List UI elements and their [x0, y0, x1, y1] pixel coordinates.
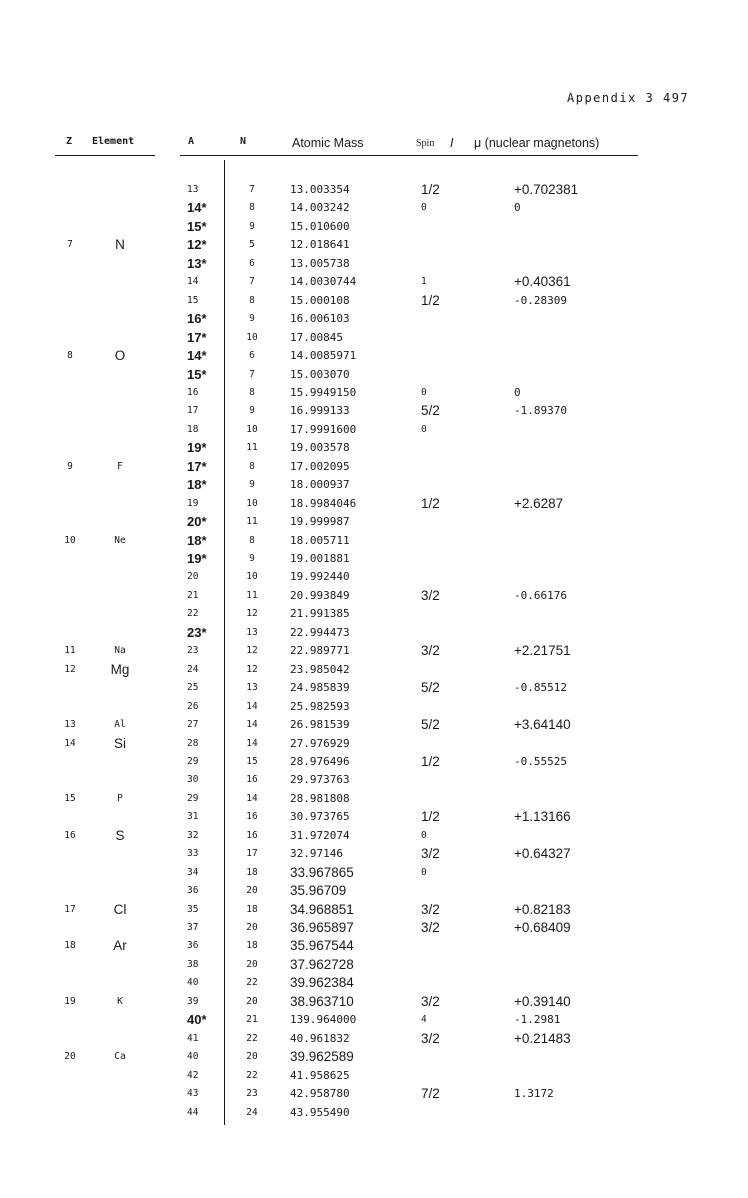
cell-a: 18 — [187, 423, 199, 435]
cell-atomic-mass: 24.985839 — [290, 681, 350, 695]
cell-atomic-mass: 43.955490 — [290, 1105, 350, 1119]
cell-atomic-mass: 15.000108 — [290, 293, 350, 307]
cell-atomic-mass: 16.999133 — [290, 404, 350, 418]
cell-atomic-mass: 25.982593 — [290, 699, 350, 713]
cell-spin: 3/2 — [421, 587, 440, 603]
cell-z: 18 — [64, 940, 76, 952]
table-row — [0, 513, 748, 531]
table-row — [0, 771, 748, 789]
cell-n: 5 — [249, 239, 255, 251]
table-row — [0, 716, 748, 734]
cell-spin: 3/2 — [421, 846, 440, 862]
table-row — [0, 458, 748, 476]
cell-element: O — [114, 348, 126, 364]
cell-atomic-mass: 19.001881 — [290, 552, 350, 565]
cell-atomic-mass: 30.973765 — [290, 810, 350, 824]
cell-n: 18 — [246, 940, 258, 952]
cell-spin: 7/2 — [421, 1086, 440, 1102]
cell-element: Na — [114, 645, 126, 657]
cell-z: 16 — [64, 829, 76, 841]
cell-magnetic-moment: 0 — [514, 201, 521, 215]
cell-n: 15 — [246, 755, 258, 767]
cell-z: 12 — [64, 663, 76, 675]
cell-n: 14 — [246, 792, 258, 804]
cell-spin: 3/2 — [421, 920, 440, 935]
cell-n: 8 — [249, 534, 255, 546]
table-row — [0, 384, 748, 402]
cell-n: 14 — [246, 719, 258, 731]
cell-n: 7 — [249, 368, 255, 380]
table-row — [0, 974, 748, 992]
cell-atomic-mass: 17.00845 — [290, 330, 343, 344]
cell-n: 14 — [246, 700, 258, 712]
cell-a: 23 — [187, 645, 199, 657]
cell-z: 8 — [67, 350, 73, 362]
cell-a: 20 — [187, 571, 199, 583]
cell-n: 16 — [246, 774, 258, 786]
table-row — [0, 255, 748, 273]
cell-n: 20 — [246, 995, 258, 1007]
cell-element: Al — [114, 719, 126, 731]
cell-n: 24 — [246, 1106, 258, 1118]
table-row — [0, 366, 748, 384]
table-row — [0, 181, 748, 199]
cell-element: Si — [113, 735, 126, 751]
table-row — [0, 993, 748, 1011]
cell-a: 17* — [187, 458, 207, 474]
col-header-n: N — [240, 136, 247, 147]
cell-n: 21 — [246, 1014, 258, 1026]
cell-n: 10 — [246, 423, 258, 435]
cell-atomic-mass: 27.976929 — [290, 736, 350, 750]
cell-atomic-mass: 41.958625 — [290, 1068, 350, 1082]
cell-n: 14 — [246, 737, 258, 749]
cell-a: 28 — [187, 737, 199, 749]
table-row — [0, 624, 748, 642]
cell-atomic-mass: 19.999987 — [290, 515, 350, 529]
cell-spin: 3/2 — [421, 643, 440, 659]
cell-atomic-mass: 18.9984046 — [290, 496, 357, 510]
cell-a: 14* — [187, 348, 207, 364]
cell-magnetic-moment: +0.21483 — [514, 1030, 571, 1046]
cell-atomic-mass: 15.010600 — [290, 219, 350, 233]
cell-spin: 0 — [421, 866, 427, 878]
table-row — [0, 421, 748, 439]
cell-z: 7 — [67, 239, 73, 251]
col-header-a: A — [188, 136, 195, 147]
table-row — [0, 1030, 748, 1048]
cell-atomic-mass: 19.992440 — [290, 570, 350, 584]
cell-magnetic-moment: -0.85512 — [514, 681, 567, 695]
col-header-spin-i: I — [450, 136, 454, 150]
cell-spin: 1 — [421, 276, 427, 288]
cell-a: 13 — [187, 184, 199, 195]
cell-a: 17* — [187, 329, 207, 345]
cell-a: 43 — [187, 1088, 199, 1100]
table-row — [0, 1048, 748, 1066]
cell-spin: 3/2 — [421, 1030, 440, 1046]
cell-a: 40 — [187, 977, 199, 989]
table-row — [0, 292, 748, 310]
cell-n: 16 — [246, 811, 258, 823]
cell-atomic-mass: 18.005711 — [290, 533, 350, 547]
cell-n: 9 — [249, 553, 255, 564]
cell-n: 6 — [249, 257, 255, 269]
table-row — [0, 495, 748, 513]
cell-element: Ca — [114, 1051, 126, 1063]
table-row — [0, 956, 748, 974]
cell-n: 11 — [246, 442, 258, 454]
table-row — [0, 827, 748, 845]
cell-n: 10 — [246, 497, 258, 509]
cell-atomic-mass: 29.973763 — [290, 773, 350, 787]
table-row — [0, 587, 748, 605]
cell-spin: 5/2 — [421, 403, 440, 419]
table-row — [0, 568, 748, 586]
table-row — [0, 919, 748, 937]
cell-magnetic-moment: +2.21751 — [514, 643, 571, 659]
cell-atomic-mass: 34.968851 — [290, 901, 354, 917]
table-row — [0, 1067, 748, 1085]
cell-n: 12 — [246, 645, 258, 657]
cell-magnetic-moment: -1.89370 — [514, 404, 567, 418]
table-row — [0, 199, 748, 217]
cell-spin: 1/2 — [421, 292, 440, 308]
cell-atomic-mass: 21.991385 — [290, 607, 350, 621]
cell-a: 16* — [187, 311, 207, 327]
cell-n: 22 — [246, 1032, 258, 1044]
cell-z: 19 — [64, 995, 76, 1007]
cell-atomic-mass: 15.9949150 — [290, 385, 357, 399]
cell-a: 22 — [187, 608, 199, 620]
cell-atomic-mass: 35.96709 — [290, 883, 347, 899]
cell-n: 17 — [246, 848, 258, 860]
cell-z: 17 — [64, 903, 76, 915]
cell-element: K — [117, 995, 123, 1007]
table-row — [0, 642, 748, 660]
cell-n: 8 — [249, 386, 255, 398]
cell-n: 10 — [246, 331, 258, 343]
cell-a: 17 — [187, 405, 199, 417]
cell-n: 11 — [246, 516, 258, 528]
col-header-magnetic-moment: μ (nuclear magnetons) — [474, 136, 600, 150]
cell-n: 8 — [249, 202, 255, 214]
table-row — [0, 1011, 748, 1029]
cell-atomic-mass: 28.976496 — [290, 754, 350, 768]
cell-a: 44 — [187, 1106, 199, 1118]
table-row — [0, 347, 748, 365]
cell-a: 33 — [187, 848, 199, 860]
table-row — [0, 882, 748, 900]
cell-a: 23* — [187, 624, 207, 640]
table-row — [0, 790, 748, 808]
cell-a: 16 — [187, 386, 199, 398]
cell-atomic-mass: 16.006103 — [290, 312, 350, 326]
cell-a: 19 — [187, 497, 199, 509]
cell-spin: 1/2 — [421, 753, 440, 769]
cell-z: 15 — [64, 792, 76, 804]
cell-a: 38 — [187, 958, 199, 970]
cell-a: 21 — [187, 589, 199, 601]
cell-n: 18 — [246, 866, 258, 878]
cell-magnetic-moment: +3.64140 — [514, 717, 571, 733]
cell-a: 13* — [187, 255, 207, 271]
table-row — [0, 937, 748, 955]
cell-atomic-mass: 42.958780 — [290, 1087, 350, 1101]
cell-a: 19* — [187, 440, 207, 456]
cell-a: 39 — [187, 995, 199, 1007]
cell-z: 10 — [64, 534, 76, 546]
cell-atomic-mass: 14.003242 — [290, 201, 350, 215]
cell-atomic-mass: 38.963710 — [290, 993, 354, 1009]
cell-n: 9 — [249, 220, 255, 232]
cell-magnetic-moment: 0 — [514, 385, 521, 399]
cell-spin: 0 — [421, 829, 427, 841]
cell-a: 41 — [187, 1032, 199, 1044]
cell-a: 29 — [187, 755, 199, 767]
cell-a: 20* — [187, 514, 207, 530]
cell-element: Mg — [110, 661, 130, 677]
cell-atomic-mass: 39.962589 — [290, 1049, 354, 1065]
cell-spin: 1/2 — [421, 495, 440, 511]
cell-n: 6 — [249, 350, 255, 362]
cell-element: P — [117, 792, 123, 804]
cell-element: S — [115, 827, 125, 843]
cell-a: 29 — [187, 792, 199, 804]
cell-a: 14 — [187, 276, 199, 288]
cell-magnetic-moment: +0.82183 — [514, 901, 571, 917]
cell-a: 15* — [187, 366, 207, 382]
cell-n: 22 — [246, 1069, 258, 1081]
cell-z: 14 — [64, 737, 76, 749]
cell-atomic-mass: 36.965897 — [290, 920, 354, 935]
cell-n: 12 — [246, 608, 258, 620]
cell-element: Ne — [114, 534, 126, 546]
table-row — [0, 273, 748, 291]
cell-a: 40* — [187, 1012, 207, 1028]
cell-spin: 0 — [421, 386, 427, 398]
cell-a: 31 — [187, 811, 199, 823]
cell-a: 12* — [187, 237, 207, 253]
cell-atomic-mass: 19.003578 — [290, 441, 350, 455]
cell-a: 40 — [187, 1051, 199, 1063]
cell-element: N — [115, 237, 125, 253]
cell-atomic-mass: 22.994473 — [290, 625, 350, 639]
cell-n: 20 — [246, 1051, 258, 1063]
cell-n: 20 — [246, 958, 258, 970]
cell-spin: 5/2 — [421, 680, 440, 696]
cell-magnetic-moment: -0.55525 — [514, 754, 567, 768]
table-row — [0, 845, 748, 863]
table-row — [0, 864, 748, 882]
cell-z: 9 — [67, 460, 73, 472]
cell-a: 36 — [187, 885, 199, 897]
table-row — [0, 329, 748, 347]
cell-atomic-mass: 35.967544 — [290, 938, 354, 954]
cell-magnetic-moment: +0.68409 — [514, 920, 571, 935]
cell-magnetic-moment: -0.66176 — [514, 588, 567, 602]
cell-atomic-mass: 32.97146 — [290, 847, 343, 861]
cell-n: 9 — [249, 479, 255, 491]
cell-atomic-mass: 15.003070 — [290, 367, 350, 381]
cell-n: 7 — [249, 276, 255, 288]
cell-a: 19* — [187, 551, 207, 566]
table-row — [0, 698, 748, 716]
cell-spin: 1/2 — [421, 809, 440, 825]
cell-n: 8 — [249, 460, 255, 472]
cell-a: 32 — [187, 829, 199, 841]
cell-atomic-mass: 40.961832 — [290, 1031, 350, 1045]
table-row — [0, 901, 748, 919]
table-row — [0, 476, 748, 494]
table-row — [0, 439, 748, 457]
cell-atomic-mass: 17.002095 — [290, 459, 350, 473]
cell-magnetic-moment: +0.64327 — [514, 846, 571, 862]
cell-spin: 0 — [421, 202, 427, 214]
table-row — [0, 753, 748, 771]
cell-n: 13 — [246, 626, 258, 638]
table-row — [0, 236, 748, 254]
cell-atomic-mass: 14.0030744 — [290, 275, 357, 289]
cell-magnetic-moment: +2.6287 — [514, 495, 564, 511]
cell-a: 42 — [187, 1069, 199, 1081]
page-header: Appendix 3 497 — [567, 91, 690, 105]
cell-atomic-mass: 12.018641 — [290, 238, 350, 252]
cell-a: 27 — [187, 719, 199, 731]
cell-n: 12 — [246, 663, 258, 675]
cell-a: 36 — [187, 940, 199, 952]
cell-atomic-mass: 37.962728 — [290, 956, 354, 972]
cell-a: 14* — [187, 200, 207, 216]
cell-z: 20 — [64, 1051, 76, 1063]
table-row — [0, 1085, 748, 1103]
cell-atomic-mass: 26.981539 — [290, 718, 350, 732]
cell-element: Ar — [113, 938, 127, 954]
cell-atomic-mass: 33.967865 — [290, 864, 354, 880]
cell-spin: 0 — [421, 423, 427, 435]
cell-n: 20 — [246, 922, 258, 933]
cell-magnetic-moment: +1.13166 — [514, 809, 571, 825]
cell-a: 37 — [187, 922, 199, 933]
col-header-atomic-mass: Atomic Mass — [292, 136, 364, 150]
cell-spin: 1/2 — [421, 182, 440, 197]
cell-n: 16 — [246, 829, 258, 841]
cell-n: 10 — [246, 571, 258, 583]
cell-z: 13 — [64, 719, 76, 731]
cell-atomic-mass: 139.964000 — [290, 1013, 357, 1027]
table-row — [0, 402, 748, 420]
cell-n: 9 — [249, 405, 255, 417]
cell-a: 15* — [187, 218, 207, 234]
cell-atomic-mass: 17.9991600 — [290, 422, 357, 436]
cell-a: 30 — [187, 774, 199, 786]
cell-atomic-mass: 28.981808 — [290, 791, 350, 805]
col-header-spin-word: Spin — [416, 138, 435, 149]
cell-magnetic-moment: -0.28309 — [514, 293, 567, 307]
cell-n: 18 — [246, 903, 258, 915]
cell-atomic-mass: 20.993849 — [290, 588, 350, 602]
cell-a: 25 — [187, 682, 199, 694]
cell-n: 8 — [249, 294, 255, 306]
cell-n: 23 — [246, 1088, 258, 1100]
cell-atomic-mass: 14.0085971 — [290, 349, 357, 363]
cell-atomic-mass: 13.005738 — [290, 256, 350, 270]
cell-magnetic-moment: +0.40361 — [514, 274, 571, 290]
cell-atomic-mass: 22.989771 — [290, 644, 350, 658]
table-row — [0, 808, 748, 826]
table-row — [0, 310, 748, 328]
cell-z: 11 — [64, 645, 76, 657]
cell-element: Cl — [113, 901, 127, 917]
cell-magnetic-moment: +0.702381 — [514, 182, 579, 197]
cell-magnetic-moment: -1.2981 — [514, 1013, 561, 1027]
col-header-z: Z — [66, 136, 73, 147]
cell-a: 15 — [187, 294, 199, 306]
table-row — [0, 1104, 748, 1122]
cell-n: 22 — [246, 977, 258, 989]
cell-atomic-mass: 18.000937 — [290, 478, 350, 492]
cell-atomic-mass: 23.985042 — [290, 662, 350, 676]
cell-spin: 4 — [421, 1014, 427, 1026]
col-header-element: Element — [92, 136, 135, 147]
table-row — [0, 550, 748, 568]
cell-atomic-mass: 31.972074 — [290, 828, 350, 842]
cell-element: F — [117, 460, 123, 472]
cell-n: 7 — [249, 184, 255, 195]
cell-a: 18* — [187, 477, 207, 493]
cell-a: 18* — [187, 532, 207, 548]
cell-spin: 3/2 — [421, 993, 440, 1009]
table-row — [0, 532, 748, 550]
table-row — [0, 218, 748, 236]
cell-magnetic-moment: +0.39140 — [514, 993, 571, 1009]
cell-n: 9 — [249, 313, 255, 325]
cell-spin: 5/2 — [421, 717, 440, 733]
cell-n: 13 — [246, 682, 258, 694]
cell-atomic-mass: 13.003354 — [290, 183, 350, 196]
cell-atomic-mass: 39.962384 — [290, 975, 354, 991]
cell-a: 35 — [187, 903, 199, 915]
cell-spin: 3/2 — [421, 901, 440, 917]
table-row — [0, 605, 748, 623]
table-row — [0, 735, 748, 753]
cell-magnetic-moment: 1.3172 — [514, 1087, 554, 1101]
cell-n: 11 — [246, 589, 258, 601]
cell-a: 24 — [187, 663, 199, 675]
table-row — [0, 679, 748, 697]
cell-a: 26 — [187, 700, 199, 712]
cell-n: 20 — [246, 885, 258, 897]
table-row — [0, 661, 748, 679]
cell-a: 34 — [187, 866, 199, 878]
